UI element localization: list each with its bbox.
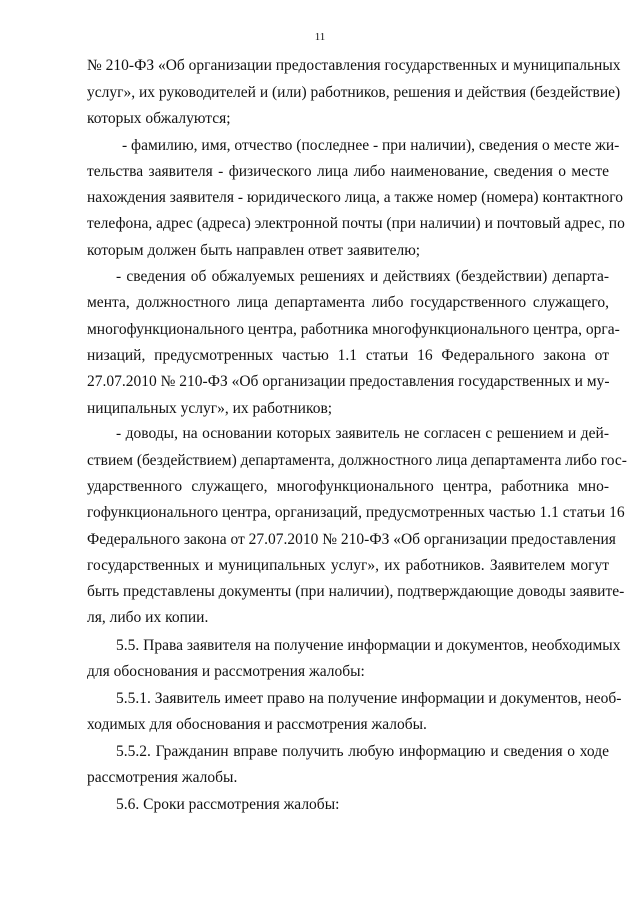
text-line: многофункционального центра, работника многофункционального центра, орга- [87, 321, 620, 338]
text-line: услуг», их руководителей и (или) работников, решения и действия (бездействие) [87, 84, 621, 101]
text-line: государственных и муниципальных услуг», их работников. Заявителем могут [87, 557, 609, 574]
text-line: низаций, предусмотренных частью 1.1 статьи 16 Федерального закона от [87, 347, 609, 364]
text-line: ствием (бездействием) департамента, должностного лица департамента либо гос- [87, 452, 627, 469]
text-line: 5.5. Права заявителя на получение информации и документов, необходимых [116, 637, 621, 654]
text-line: которых обжалуются; [87, 110, 231, 127]
text-line: нахождения заявителя - юридического лица, а также номер (номера) контактного [87, 189, 623, 206]
text-line: мента, должностного лица департамента либо государственного служащего, [87, 294, 609, 311]
text-line: ударственного служащего, многофункционального центра, работника мно- [87, 478, 609, 495]
text-line: 5.5.1. Заявитель имеет право на получение информации и документов, необ- [116, 690, 622, 707]
text-line: ходимых для обоснования и рассмотрения жалобы. [87, 716, 427, 733]
text-line: рассмотрения жалобы. [87, 769, 238, 786]
text-line: тельства заявителя - физического лица либо наименование, сведения о месте [87, 163, 609, 180]
text-line: № 210-ФЗ «Об организации предоставления государственных и муниципальных [87, 57, 621, 74]
text-line: 5.5.2. Гражданин вправе получить любую информацию и сведения о ходе [116, 743, 609, 760]
text-line: - фамилию, имя, отчество (последнее - при наличии), сведения о месте жи- [122, 137, 620, 154]
text-line: 5.6. Сроки рассмотрения жалобы: [116, 796, 340, 813]
text-line: Федерального закона от 27.07.2010 № 210-ФЗ «Об организации предоставления [87, 531, 616, 548]
text-line: гофункционального центра, организаций, предусмотренных частью 1.1 статьи 16 [87, 504, 625, 521]
text-line: - сведения об обжалуемых решениях и действиях (бездействии) департа- [116, 268, 609, 285]
text-line: 27.07.2010 № 210-ФЗ «Об организации предоставления государственных и му- [87, 373, 610, 390]
text-line: для обоснования и рассмотрения жалобы: [87, 663, 365, 680]
text-line: которым должен быть направлен ответ заявителю; [87, 242, 421, 259]
text-line: быть представлены документы (при наличии), подтверждающие доводы заявите- [87, 583, 625, 600]
page-number: 11 [314, 31, 326, 43]
text-line: ля, либо их копии. [87, 609, 209, 626]
text-line: телефона, адрес (адреса) электронной почты (при наличии) и почтовый адрес, по [87, 215, 625, 232]
text-line: ниципальных услуг», их работников; [87, 400, 333, 417]
text-line: - доводы, на основании которых заявитель не согласен с решением и дей- [116, 425, 609, 442]
